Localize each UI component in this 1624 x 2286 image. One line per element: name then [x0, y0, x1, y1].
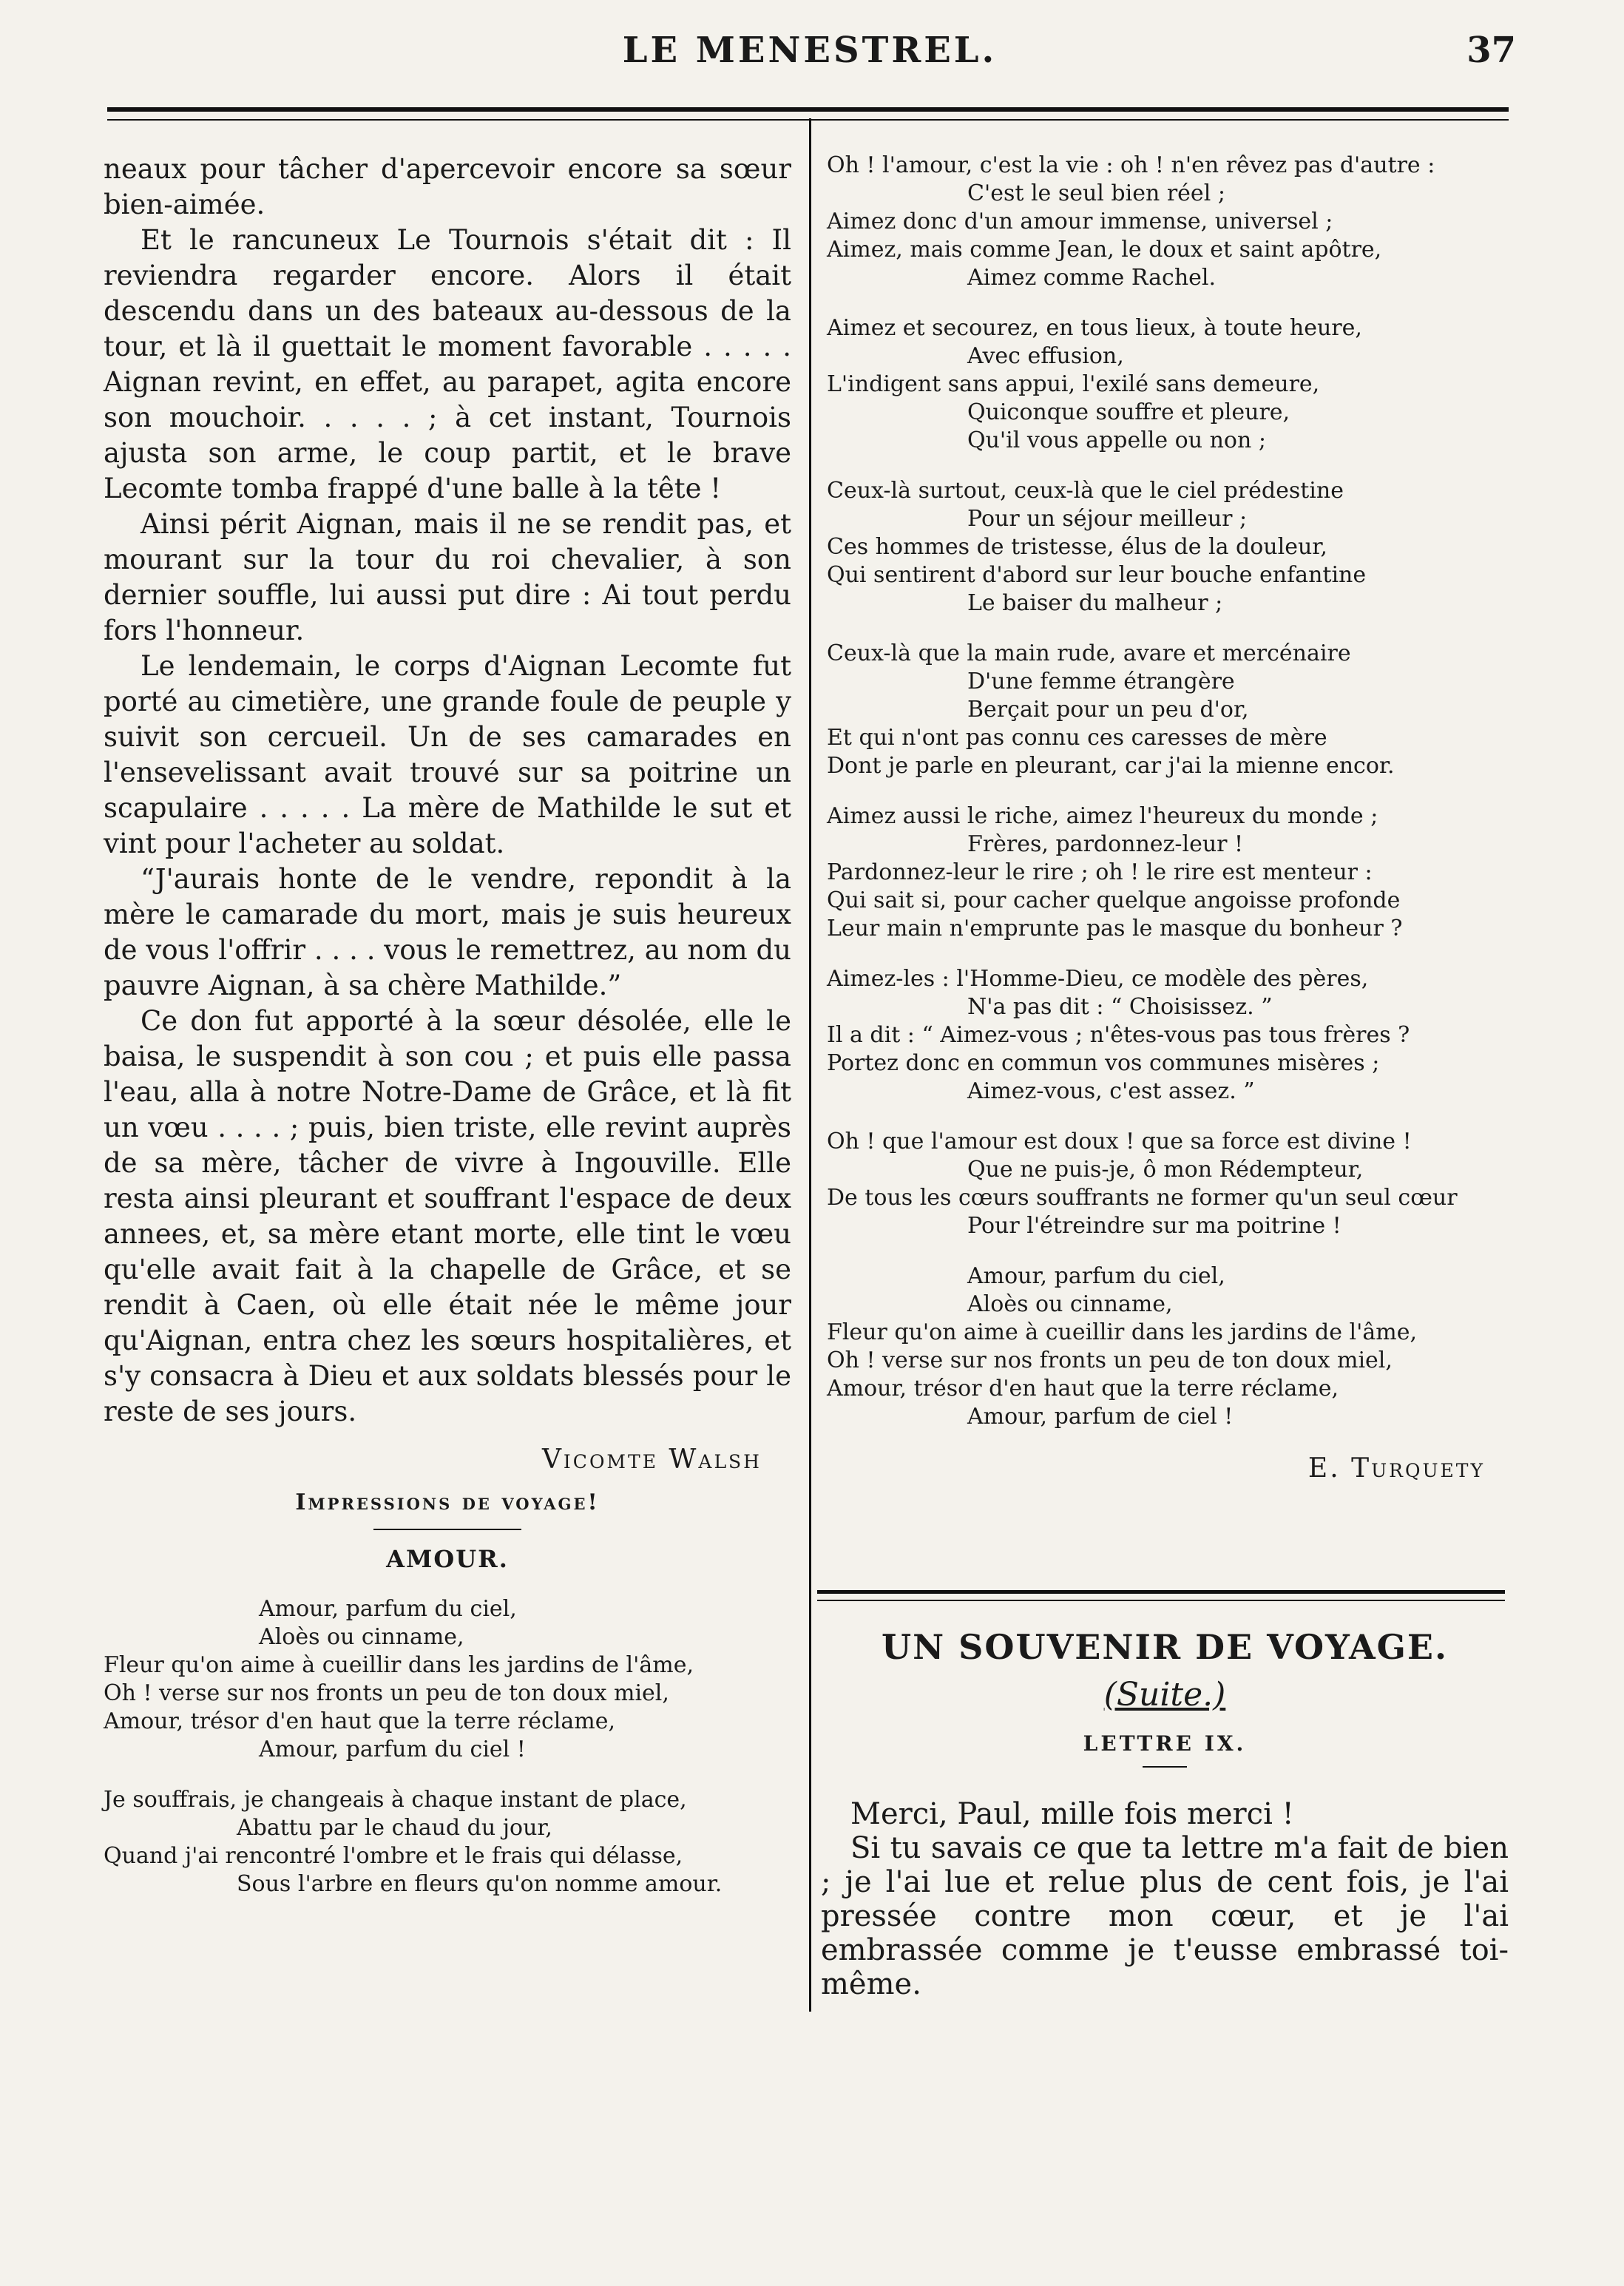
right-column — [827, 152, 1507, 1484]
poem-line: Aimez comme Rachel. — [967, 265, 1217, 291]
poem-line: Le baiser du malheur ; — [967, 590, 1223, 616]
paragraph: Le lendemain, le corps d'Aignan Lecomte fut porté au cimetière, une grande foule de peuple y suivit son cercueil. Un de ses camarades en l'ensevelissant avait trouvé sur sa poitrine un scapulaire . . . . . La mère de Mathilde le sut et vint pour l'acheter au soldat. — [104, 650, 791, 859]
section-heading: Impressions de voyage! — [295, 1489, 600, 1515]
section-rule — [373, 1529, 521, 1530]
article-title: UN SOUVENIR DE VOYAGE. — [881, 1627, 1448, 1667]
poem-line: Aimez-les : l'Homme-Dieu, ce modèle des pères, — [827, 966, 1369, 992]
poem-line: Frères, pardonnez-leur ! — [967, 831, 1244, 857]
left-column — [104, 152, 791, 1898]
poem-line: Fleur qu'on aime à cueillir dans les jardins de l'âme, — [104, 1652, 694, 1678]
poem-line: Oh ! verse sur nos fronts un peu de ton doux miel, — [827, 1347, 1393, 1373]
poem-line: Aimez-vous, c'est assez. ” — [967, 1078, 1255, 1104]
poem-stanza — [827, 314, 1507, 455]
poem-line: Oh ! que l'amour est doux ! que sa force est divine ! — [827, 1129, 1412, 1154]
poem-line: Oh ! verse sur nos fronts un peu de ton doux miel, — [104, 1680, 669, 1706]
poem-line: D'une femme étrangère — [967, 669, 1235, 694]
paragraph: Ce don fut apporté à la sœur désolée, elle le baisa, le suspendit à son cou ; et puis elle passa l'eau, alla à notre Notre-Dame de Grâce, et là fit un vœu . . . . ; puis, bien triste, elle revint auprès de sa mère, tâcher de vivre à Ingouville. Elle resta ainsi pleurant et souffrant l'espace de deux annees, et, sa mère etant morte, elle tint le vœu qu'elle avait fait à la chapelle de Grâce, et se rendit à Caen, où elle était née le même jour qu'Aignan, entra chez les sœurs hospitalières, et s'y consacra à Dieu et aux soldats blessés pour le reste de ses jours. — [104, 1005, 791, 1427]
poem-line: Je souffrais, je changeais à chaque instant de place, — [104, 1787, 687, 1813]
paragraph: Si tu savais ce que ta lettre m'a fait de bien ; je l'ai lue et relue plus de cent fois, je l'ai pressée contre mon cœur, et je l'ai embrassée comme je t'eusse embrassé toi-même. — [821, 1831, 1509, 2001]
poem-stanza — [827, 802, 1507, 943]
poem-title: AMOUR. — [386, 1545, 509, 1573]
poem-line: Amour, parfum de ciel ! — [967, 1404, 1234, 1430]
poem-line: Quand j'ai rencontré l'ombre et le frais qui délasse, — [104, 1843, 683, 1869]
poem-line: Sous l'arbre en fleurs qu'on nomme amour. — [237, 1871, 723, 1897]
page-number: 37 — [1466, 30, 1516, 71]
author-signature: E. Turquety — [1307, 1453, 1485, 1484]
poem-line: Aimez et secourez, en tous lieux, à toute heure, — [827, 315, 1362, 341]
column-divider — [809, 118, 811, 2012]
poem-line: N'a pas dit : “ Choisissez. ” — [967, 994, 1273, 1020]
poem-line: Pour un séjour meilleur ; — [967, 506, 1248, 532]
poem-amour — [104, 1595, 791, 1764]
poem-line: Pour l'étreindre sur ma poitrine ! — [967, 1213, 1342, 1239]
paragraph: “J'aurais honte de le vendre, repondit à la mère le camarade du mort, mais je suis heureux de vous l'offrir . . . . vous le remettrez, au nom du pauvre Aignan, à sa chère Mathilde.” — [104, 863, 791, 1001]
paragraph: Et le rancuneux Le Tournois s'était dit : Il reviendra regarder encore. Alors il était descendu dans un des bateaux au-dessous de la tour, et là il guettait le moment favorable . . . . . Aignan revint, en effet, au parapet, agita encore son mouchoir. . . . . ; à cet instant, Tournois ajusta son arme, le coup partit, et le brave Lecomte tomba frappé d'une balle à la tête ! — [104, 224, 791, 504]
poem-line: Ceux-là surtout, ceux-là que le ciel prédestine — [827, 478, 1344, 504]
poem-line: Qu'il vous appelle ou non ; — [967, 427, 1266, 453]
paragraph: Merci, Paul, mille fois merci ! — [850, 1797, 1294, 1831]
poem-line: Amour, trésor d'en haut que la terre réclame, — [104, 1708, 616, 1734]
header-rule — [107, 107, 1509, 121]
paragraph: neaux pour tâcher d'apercevoir encore sa sœur bien-aimée. — [104, 153, 791, 220]
poem-line: Portez donc en commun vos communes misères ; — [827, 1050, 1380, 1076]
poem-line: Et qui n'ont pas connu ces caresses de mère — [827, 725, 1327, 751]
poem-line: Dont je parle en pleurant, car j'ai la mienne encor. — [827, 753, 1395, 779]
newspaper-title: LE MENESTREL. — [622, 30, 998, 71]
poem-line: Il a dit : “ Aimez-vous ; n'êtes-vous pas tous frères ? — [827, 1022, 1410, 1048]
poem-line: Amour, parfum du ciel, — [967, 1263, 1225, 1289]
poem-stanza — [827, 1128, 1507, 1240]
poem-line: Amour, trésor d'en haut que la terre réclame, — [827, 1376, 1339, 1401]
poem-line: Aloès ou cinname, — [967, 1291, 1173, 1317]
article-souvenir — [821, 1627, 1509, 2001]
paragraph: Ainsi périt Aignan, mais il ne se rendit pas, et mourant sur la tour du roi chevalier, à son dernier souffle, lui aussi put dire : Ai tout perdu fors l'honneur. — [104, 508, 791, 646]
poem-line: L'indigent sans appui, l'exilé sans demeure, — [827, 371, 1320, 397]
poem-line: Aloès ou cinname, — [259, 1624, 464, 1650]
poem-line: Berçait pour un peu d'or, — [967, 697, 1249, 723]
poem-line: Quiconque souffre et pleure, — [967, 399, 1290, 425]
poem-line: Ces hommes de tristesse, élus de la douleur, — [827, 534, 1327, 560]
poem-line: Leur main n'emprunte pas le masque du bonheur ? — [827, 916, 1403, 941]
poem-continuation — [827, 152, 1507, 1431]
poem-line: De tous les cœurs souffrants ne former qu'un seul cœur — [827, 1185, 1458, 1211]
poem-line: Aimez, mais comme Jean, le doux et saint apôtre, — [827, 237, 1382, 263]
poem-line: Qui sait si, pour cacher quelque angoisse profonde — [827, 887, 1401, 913]
poem-line: Amour, parfum du ciel, — [259, 1596, 517, 1622]
masthead — [104, 30, 1516, 74]
poem-line: Aimez aussi le riche, aimez l'heureux du monde ; — [827, 803, 1378, 829]
poem-line: Pardonnez-leur le rire ; oh ! le rire est menteur : — [827, 859, 1373, 885]
suite-label: (Suite.) — [1103, 1676, 1226, 1714]
poem-stanza — [827, 1262, 1507, 1431]
poem-amour-stanza — [104, 1786, 791, 1898]
article-suite — [821, 1676, 1509, 1714]
poem-stanza — [827, 640, 1507, 780]
poem-line: Amour, parfum du ciel ! — [259, 1737, 526, 1762]
poem-line: Qui sentirent d'abord sur leur bouche enfantine — [827, 562, 1367, 588]
poem-line: Abattu par le chaud du jour, — [237, 1815, 552, 1841]
poem-line: Que ne puis-je, ô mon Rédempteur, — [967, 1157, 1364, 1183]
letter-heading: LETTRE IX. — [1083, 1731, 1247, 1756]
poem-line: Aimez donc d'un amour immense, universel ; — [827, 209, 1333, 234]
poem-stanza — [827, 965, 1507, 1106]
poem-line: Ceux-là que la main rude, avare et mercénaire — [827, 640, 1351, 666]
poem-line: Fleur qu'on aime à cueillir dans les jardins de l'âme, — [827, 1319, 1417, 1345]
letter-rule — [1143, 1766, 1187, 1768]
poem-line: Avec effusion, — [967, 343, 1124, 369]
signature-walsh: Vicomte Walsh — [541, 1444, 762, 1475]
poem-line: C'est le seul bien réel ; — [967, 180, 1225, 206]
article-separator — [817, 1590, 1505, 1601]
poem-stanza — [827, 477, 1507, 618]
poem-line: Oh ! l'amour, c'est la vie : oh ! n'en rêvez pas d'autre : — [827, 152, 1435, 178]
poem-stanza — [827, 152, 1507, 292]
